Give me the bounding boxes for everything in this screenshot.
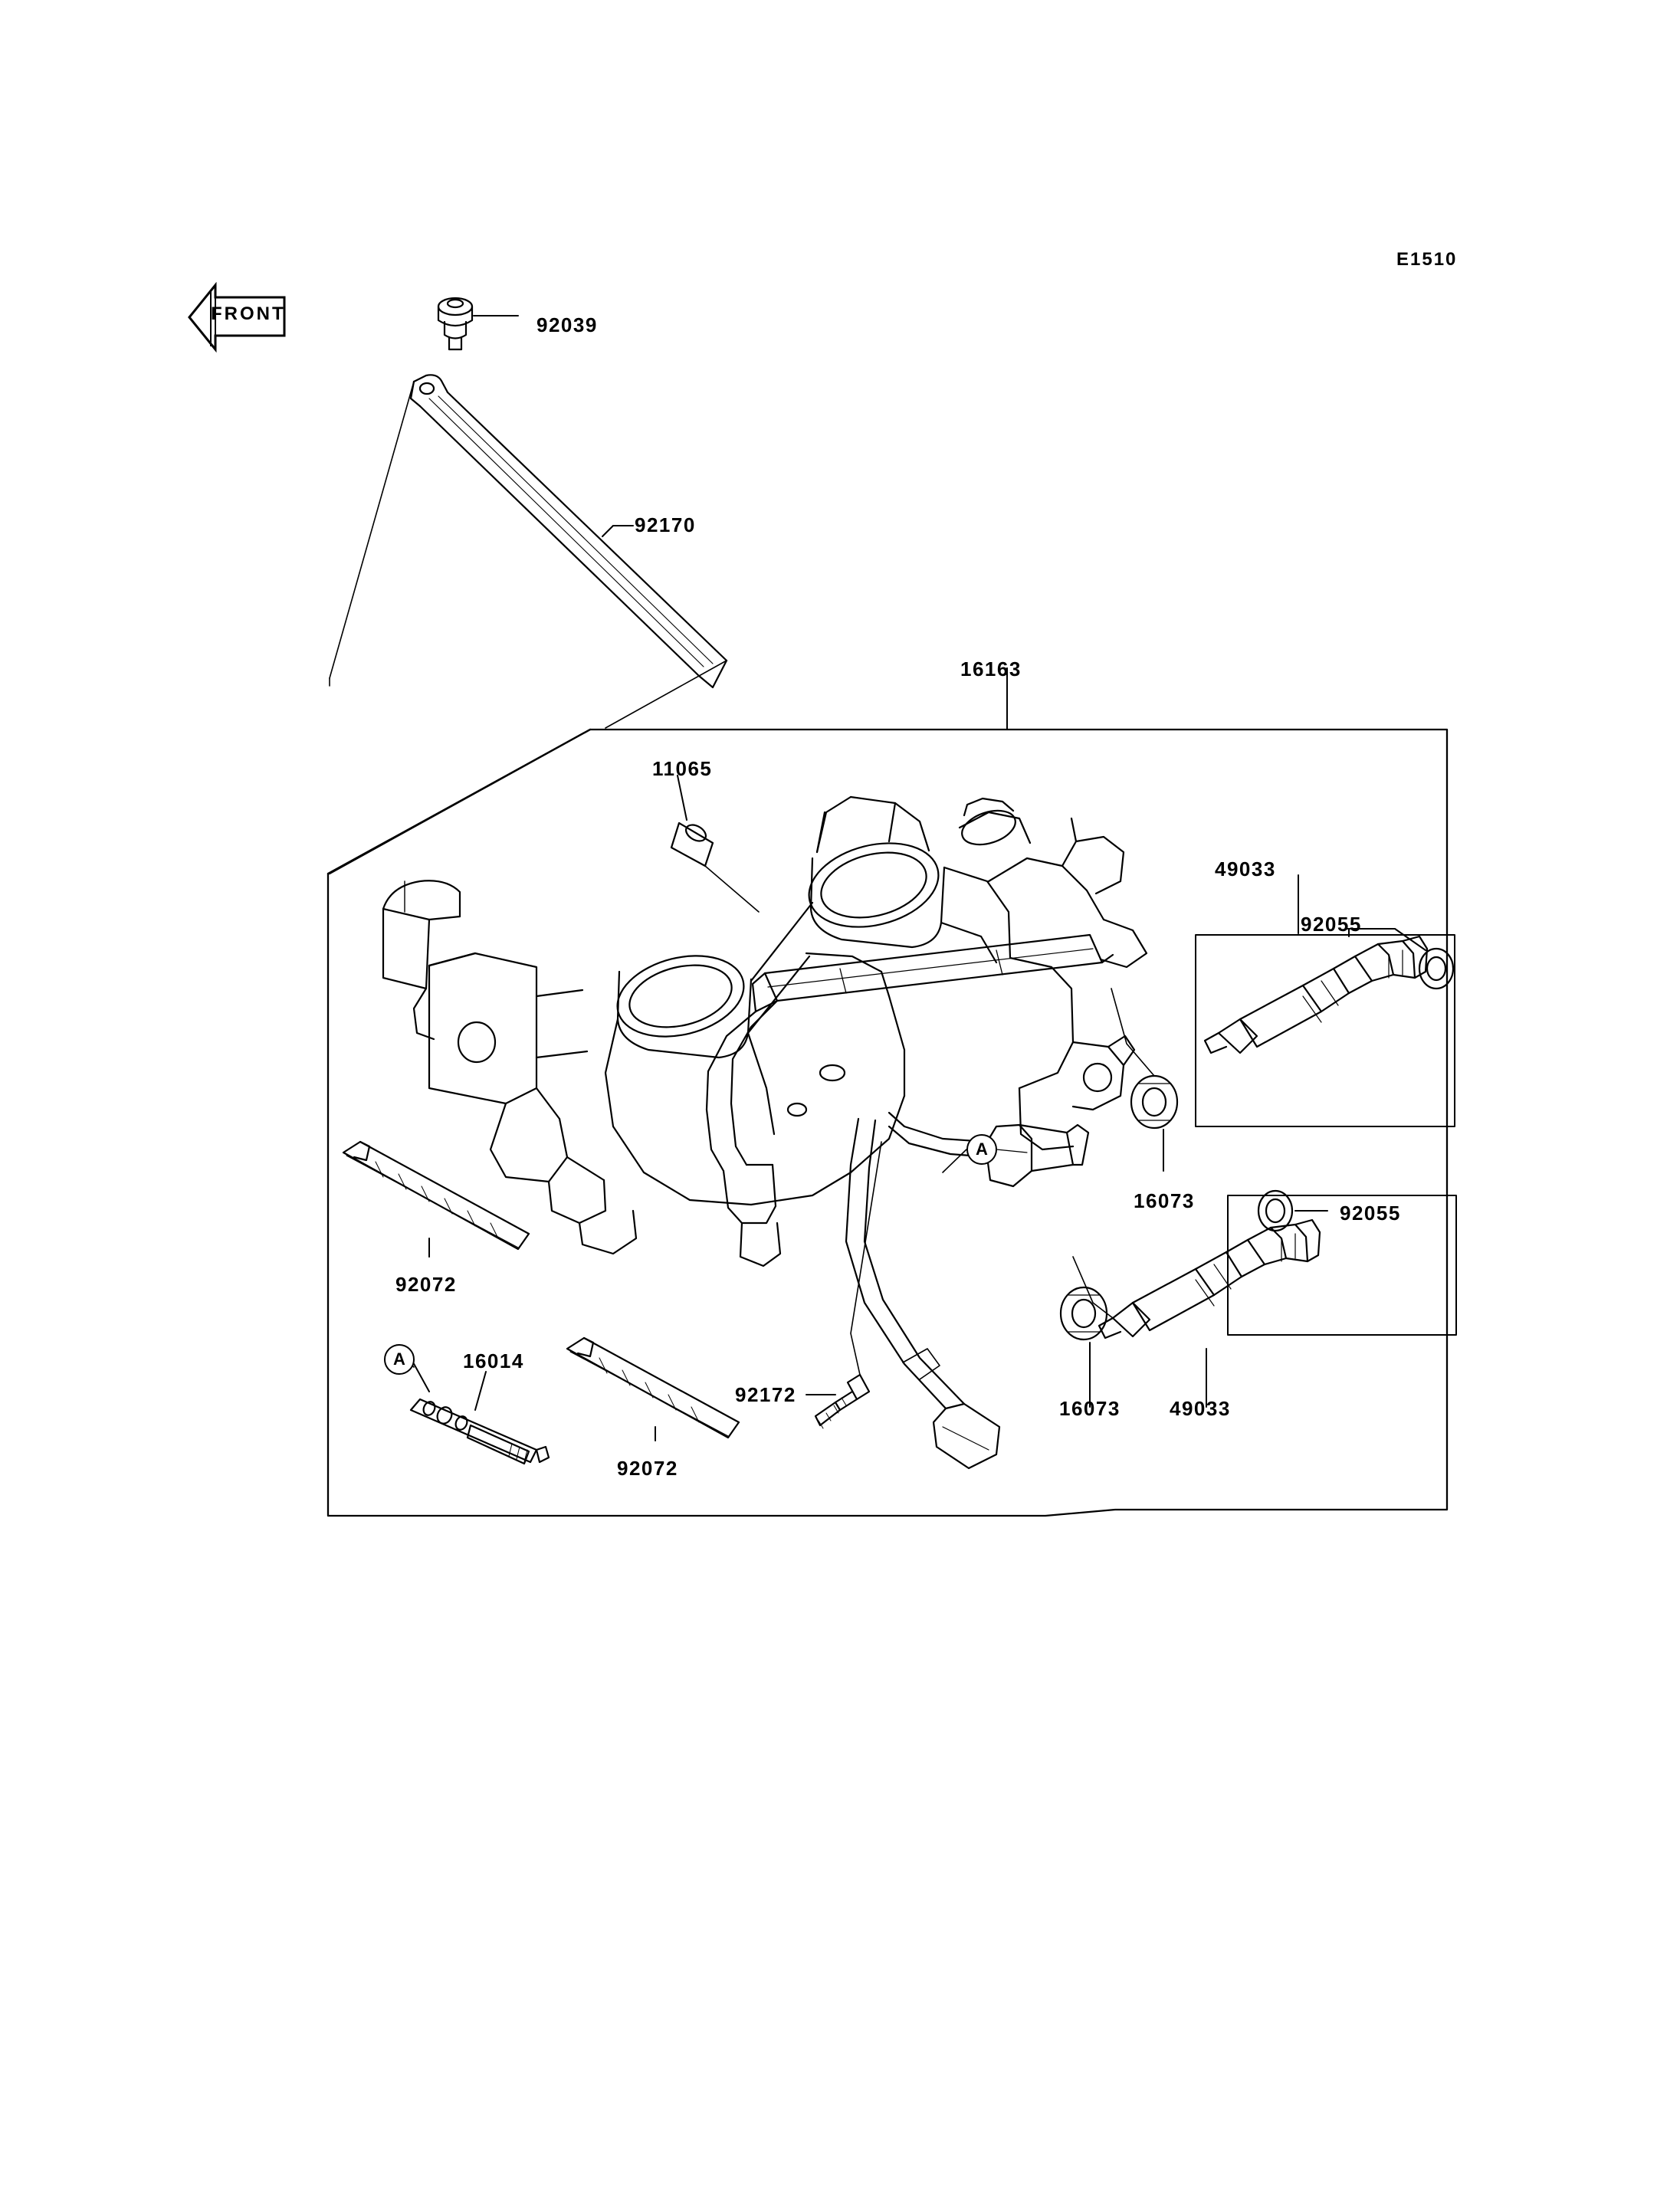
- part-92072-clamp-upper: [343, 1142, 529, 1249]
- part-16163-fuel-rail: [753, 935, 1113, 1012]
- part-11065-cap: [671, 821, 713, 866]
- part-label-16163: 16163: [960, 657, 1022, 680]
- part-92055-oring-lower: [1258, 1191, 1292, 1231]
- callout-marker-a-lower: A: [384, 1344, 415, 1375]
- part-label-92072-upper: 92072: [395, 1273, 457, 1296]
- part-label-16014: 16014: [463, 1349, 524, 1372]
- part-16073-grommet-upper: [1131, 1076, 1177, 1128]
- part-label-92170: 92170: [635, 513, 696, 536]
- part-label-16073-lower: 16073: [1059, 1397, 1121, 1420]
- part-label-92172: 92172: [735, 1383, 796, 1406]
- part-label-49033-upper: 49033: [1215, 857, 1276, 880]
- part-label-49033-lower: 49033: [1170, 1397, 1231, 1420]
- front-arrow-label: FRONT: [211, 303, 286, 324]
- part-49033-injector-upper: [1196, 935, 1455, 1126]
- fuel-hose: [707, 1001, 780, 1266]
- wiring-harness: [846, 1113, 1088, 1468]
- part-92172-screw: [815, 1375, 869, 1428]
- part-16073-grommet-lower: [1061, 1287, 1107, 1340]
- part-label-16073-upper: 16073: [1134, 1189, 1195, 1212]
- part-label-92039: 92039: [536, 313, 598, 336]
- diagram-code: E1510: [1396, 249, 1458, 270]
- callout-marker-a-upper: A: [966, 1134, 997, 1165]
- part-92039-bolt: [438, 298, 472, 349]
- part-label-11065: 11065: [652, 757, 713, 780]
- part-16014-pilot-screw: [411, 1399, 549, 1464]
- throttle-body-assembly: [383, 797, 1147, 1254]
- part-92055-oring-upper: [1419, 949, 1453, 989]
- part-label-92055-upper: 92055: [1301, 913, 1362, 936]
- part-label-92055-lower: 92055: [1340, 1202, 1401, 1225]
- part-92072-clamp-lower: [567, 1338, 739, 1438]
- part-label-92072-lower: 92072: [617, 1457, 678, 1480]
